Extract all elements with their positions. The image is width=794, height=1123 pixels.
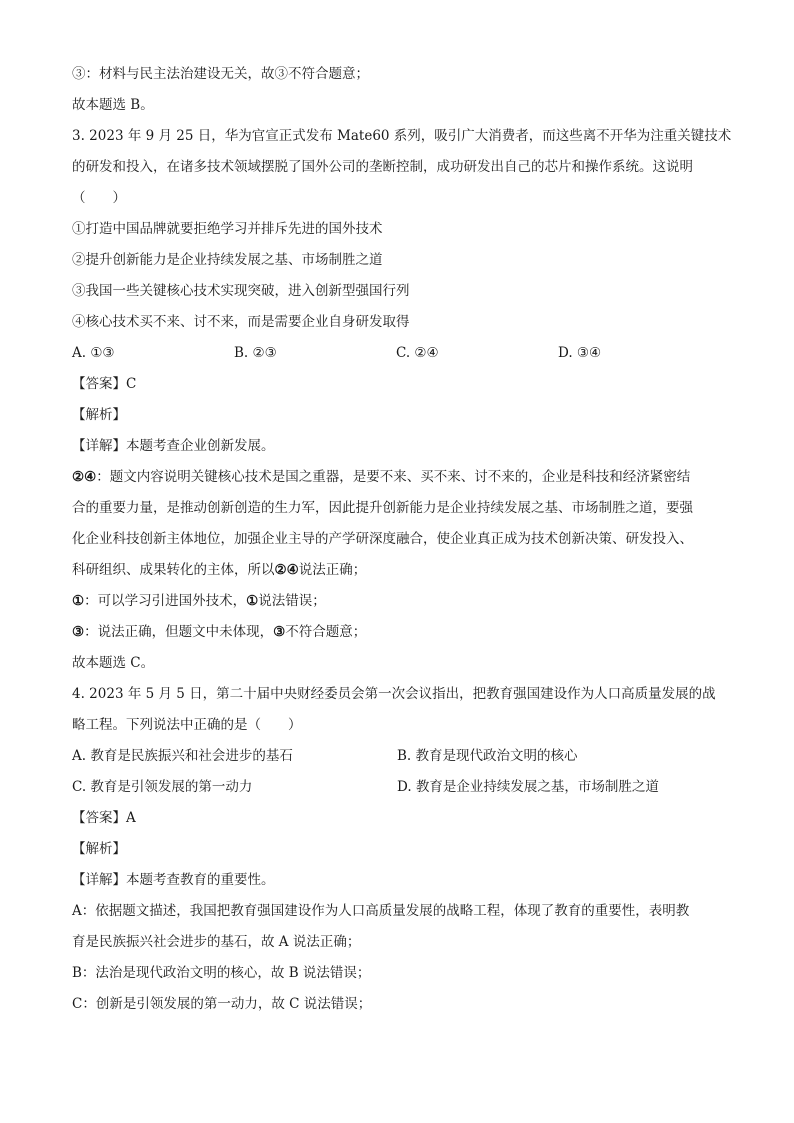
- q4-explanation-a-line-2: 育是民族振兴社会进步的基石，故 A 说法正确；: [72, 934, 361, 950]
- q3-exp-text-4a: 科研组织、成果转化的主体，所以: [72, 562, 275, 578]
- q3-option-d: D. ③④: [558, 345, 602, 361]
- q3-option-c: C. ②④: [396, 345, 439, 361]
- q3-item-1: ①打造中国品牌就要拒绝学习并排斥先进的国外技术: [72, 221, 383, 237]
- q4-option-d: D. 教育是企业持续发展之基，市场制胜之道: [397, 779, 659, 795]
- q4-detail: 【详解】本题考查教育的重要性。: [72, 872, 275, 888]
- q3-item-4: ④核心技术买不来、讨不来，而是需要企业自身研发取得: [72, 314, 410, 330]
- q4-explanation-b: B：法治是现代政治文明的核心，故 B 说法错误；: [72, 965, 371, 981]
- q3-conclusion: 故本题选 C。: [72, 655, 155, 671]
- q3-explanation-line-4: [72, 560, 722, 591]
- q4-answer: 【答案】A: [72, 810, 136, 826]
- q3-detail: 【详解】本题考查企业创新发展。: [72, 438, 275, 454]
- q4-explanation-c: C：创新是引领发展的第一动力，故 C 说法错误；: [72, 996, 372, 1012]
- prev-explanation-3: ③：材料与民主法治建设无关，故③不符合题意；: [72, 66, 369, 82]
- q3-analysis-label: 【解析】: [72, 407, 126, 423]
- q4-explanation-a-line-1: A：依据题文描述，我国把教育强国建设作为人口高质量发展的战略工程，体现了教育的重要性，表明教: [72, 903, 690, 919]
- q3-exp-marker-5c: ①: [246, 593, 259, 609]
- document-page: [72, 64, 732, 1025]
- q3-explanation-line-1: [72, 467, 722, 498]
- q4-stem-line-2: 略工程。下列说法中正确的是（ ）: [72, 717, 302, 733]
- q3-explanation-line-5: [72, 591, 722, 622]
- q3-exp-marker-4: ②④: [274, 562, 299, 578]
- q3-stem-line-3: （ ）: [72, 190, 126, 206]
- q3-exp-marker-6c: ③: [273, 624, 286, 640]
- q3-option-b: B. ②③: [234, 345, 277, 361]
- q3-item-3: ③我国一些关键核心技术实现突破，进入创新型强国行列: [72, 283, 410, 299]
- q3-exp-text-5b: ：可以学习引进国外技术，: [84, 593, 247, 609]
- q3-item-2: ②提升创新能力是企业持续发展之基、市场制胜之道: [72, 252, 383, 268]
- q3-stem-line-1: 3. 2023 年 9 月 25 日，华为官宣正式发布 Mate60 系列，吸引广大消费者，而这些离不开华为注重关键技术: [72, 128, 732, 144]
- q3-explanation-line-3: 化企业科技创新主体地位，加强企业主导的产学研深度融合，使企业真正成为技术创新决策、研发投入、: [72, 531, 693, 547]
- q3-answer: 【答案】C: [72, 376, 137, 392]
- q3-explanation-line-2: 合的重要力量，是推动创新创造的生力军，因此提升创新能力是企业持续发展之基、市场制胜之道，要强: [72, 500, 693, 516]
- q4-options-row-2: [72, 777, 722, 808]
- q4-options-row-1: [72, 746, 722, 777]
- q4-analysis-label: 【解析】: [72, 841, 126, 857]
- q3-exp-text-5d: 说法错误；: [258, 593, 326, 609]
- q3-option-a: A. ①③: [72, 345, 115, 361]
- q3-exp-marker: ②④: [72, 469, 97, 485]
- q3-exp-text-1: ：题文内容说明关键核心技术是国之重器，是要不来、买不来、讨不来的，企业是科技和经济紧密结: [96, 469, 691, 485]
- q3-stem-line-2: 的研发和投入，在诸多技术领域摆脱了国外公司的垄断控制，成功研发出自己的芯片和操作系统。这说明: [72, 159, 693, 175]
- q3-exp-text-6b: ：说法正确，但题文中未体现，: [84, 624, 274, 640]
- q3-explanation-line-6: [72, 622, 722, 653]
- prev-conclusion: 故本题选 B。: [72, 97, 154, 113]
- q3-exp-text-6d: 不符合题意；: [285, 624, 367, 640]
- q3-options: [72, 343, 722, 374]
- q3-exp-marker-6a: ③: [72, 624, 85, 640]
- q4-option-c: C. 教育是引领发展的第一动力: [72, 779, 253, 795]
- q3-exp-text-4c: 说法正确；: [298, 562, 367, 578]
- q4-stem-line-1: 4. 2023 年 5 月 5 日，第二十届中央财经委员会第一次会议指出，把教育强国建设作为人口高质量发展的战: [72, 686, 716, 702]
- q3-exp-marker-5a: ①: [72, 593, 85, 609]
- q4-option-a: A. 教育是民族振兴和社会进步的基石: [72, 748, 293, 764]
- q4-option-b: B. 教育是现代政治文明的核心: [397, 748, 578, 764]
